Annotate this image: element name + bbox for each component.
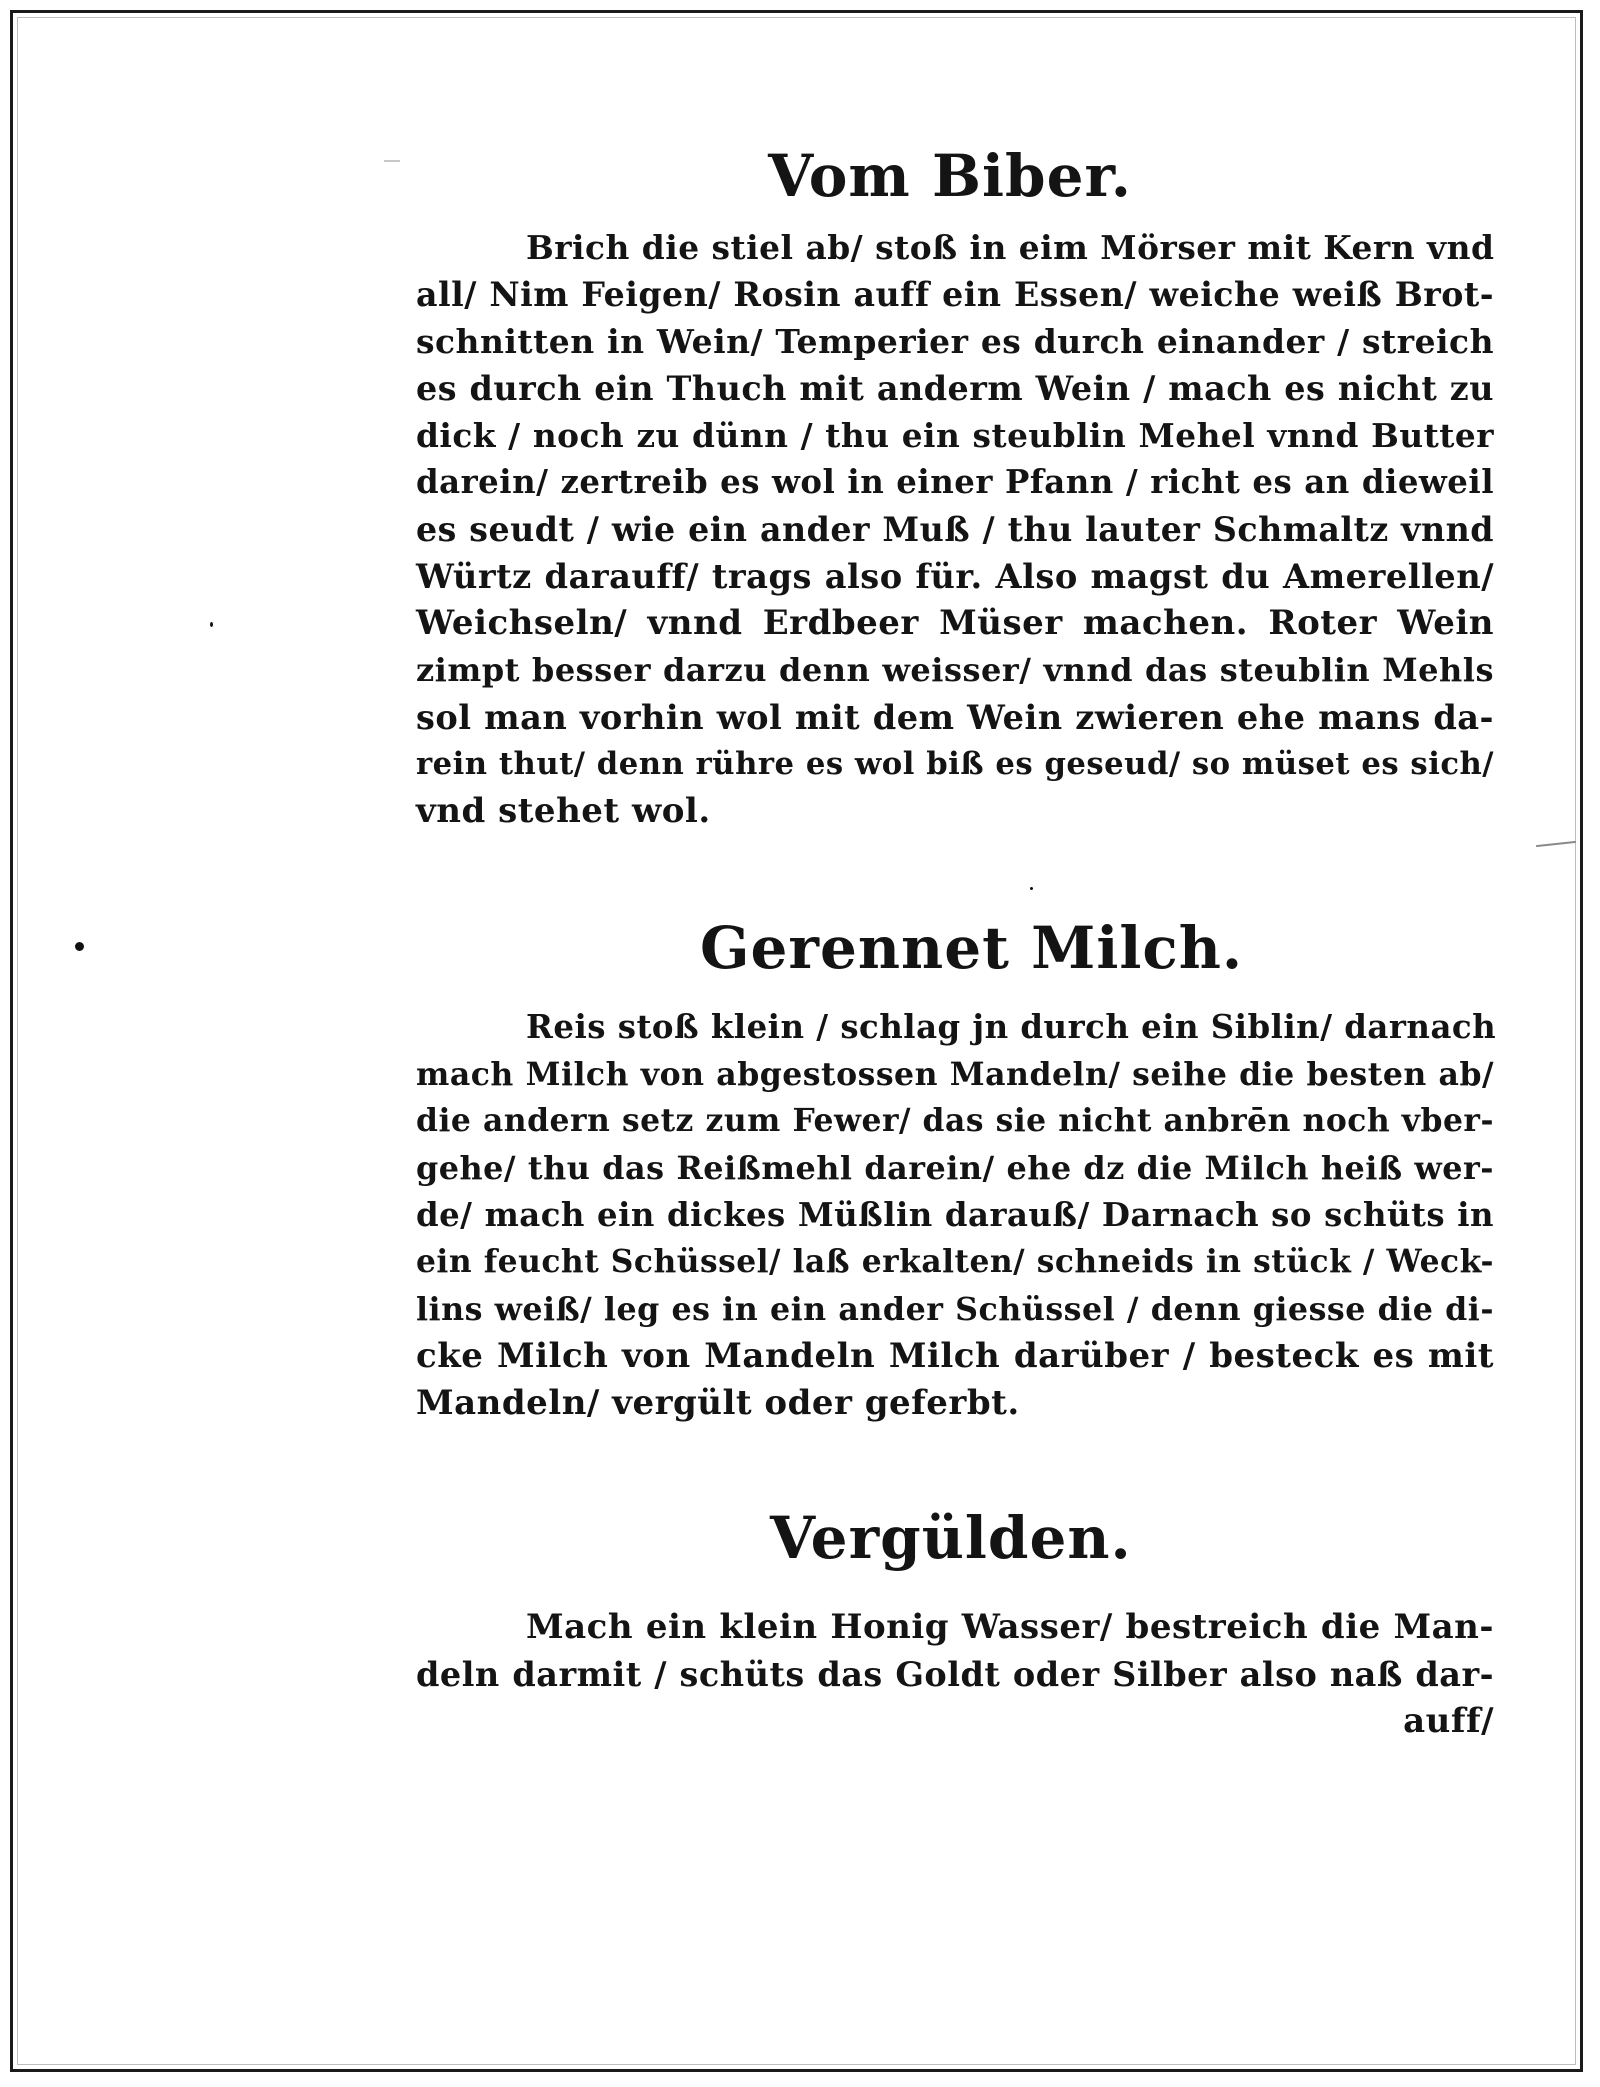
text-line: de/ mach ein dickes Müßlin darauß/ Darnach so schüts in [416, 1196, 1494, 1234]
text-line: vnd stehet wol. [416, 791, 711, 831]
text-line: darein/ zertreib es wol in einer Pfann / richt es an dieweil [416, 463, 1494, 501]
text-line: es seudt / wie ein ander Muß / thu lauter Schmaltz vnnd [416, 510, 1494, 549]
paragraph-vom-biber [416, 224, 1494, 835]
heading-verguelden: Vergülden. [770, 1504, 1132, 1572]
text-line: dick / noch zu dünn / thu ein steublin Mehel vnnd Butter [416, 416, 1494, 455]
text-line: all/ Nim Feigen/ Rosin auff ein Essen/ weiche weiß Brot- [416, 275, 1494, 314]
text-line: Brich die stiel ab/ stoß in eim Mörser mit Kern vnd [526, 228, 1495, 267]
scan-speck [1030, 887, 1033, 890]
heading-vom-biber: Vom Biber. [768, 142, 1132, 210]
paragraph-gerennet-milch [416, 1004, 1497, 1427]
text-line: Weichseln/ vnnd Erdbeer Müser machen. Roter Wein [416, 603, 1494, 643]
text-line: sol man vorhin wol mit dem Wein zwieren ehe mans da- [416, 697, 1494, 737]
text-line: zimpt besser darzu denn weisser/ vnnd das steublin Mehls [416, 651, 1494, 689]
scan-speck [75, 942, 84, 951]
text-line: mach Milch von abgestossen Mandeln/ seihe die besten ab/ [416, 1056, 1494, 1093]
text-line: Reis stoß klein / schlag jn durch ein Siblin/ darnach [526, 1008, 1497, 1046]
scan-scratch [384, 160, 400, 162]
text-line: Mach ein klein Honig Wasser/ bestreich die Man- [526, 1607, 1494, 1647]
text-line: rein thut/ denn rühre es wol biß es geseud/ so müset es sich/ [416, 746, 1494, 782]
paragraph-verguelden [416, 1604, 1494, 1745]
catchword: auff/ [1403, 1701, 1494, 1741]
text-line: deln darmit / schüts das Goldt oder Silber also naß dar- [416, 1655, 1494, 1694]
text-line: schnitten in Wein/ Temperier es durch einander / streich [416, 322, 1494, 361]
text-line: gehe/ thu das Reißmehl darein/ ehe dz die Milch heiß wer- [416, 1149, 1494, 1187]
text-line: es durch ein Thuch mit anderm Wein / mach es nicht zu [416, 369, 1494, 408]
scan-speck [210, 622, 213, 627]
text-line: Würtz darauff/ trags also für. Also magst du Amerellen/ [416, 556, 1494, 596]
heading-gerennet-milch: Gerennet Milch. [700, 914, 1244, 982]
text-line: lins weiß/ leg es in ein ander Schüssel / denn giesse die di- [416, 1291, 1494, 1328]
text-line: cke Milch von Mandeln Milch darüber / besteck es mit [416, 1336, 1494, 1376]
text-line: die andern setz zum Fewer/ das sie nicht anbrēn noch vber- [416, 1103, 1494, 1139]
text-line: ein feucht Schüssel/ laß erkalten/ schneids in stück / Weck- [416, 1244, 1494, 1280]
text-line: Mandeln/ vergült oder geferbt. [416, 1383, 1020, 1423]
